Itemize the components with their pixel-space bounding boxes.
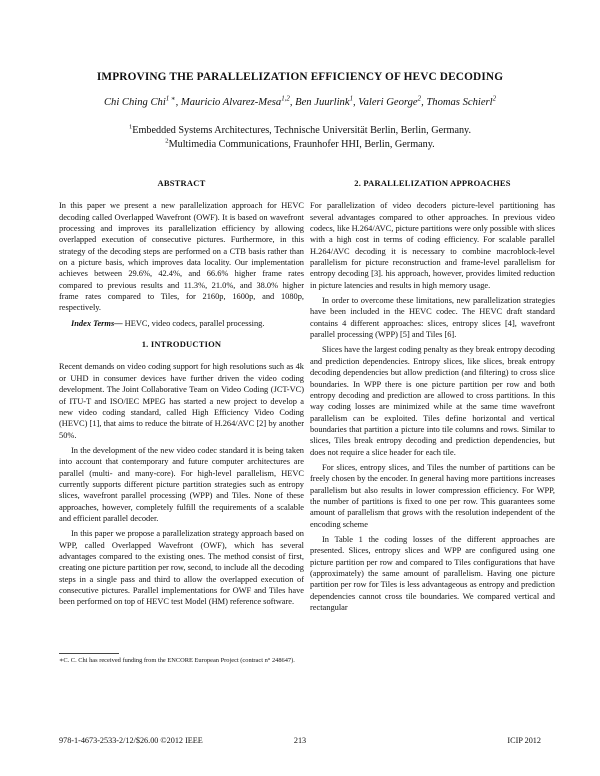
footnote: ∗C. C. Chi has received funding from the ENCORE European Project (contract n° 248647).: [59, 657, 295, 664]
abstract-heading: ABSTRACT: [157, 178, 206, 188]
affiliation-line: [0, 139, 600, 150]
index-terms: [59, 318, 304, 329]
paragraph: For parallelization of video decoders picture-level partitioning has several advantages compared to other approaches. In previous video codecs, like H.264/AVC, picture partitions were only possible with slices with a high cost in terms of coding efficiency. For scalable parallel H.264/AVC decoding it is necessary to combine macroblock-level parallelism for picture reconstruction and frame-level parallelism for entropy decoding [3]. his approach, however, provides limited reduction in picture latencies and results in high memory usage.: [310, 201, 556, 290]
paper-title: IMPROVING THE PARALLELIZATION EFFICIENCY OF HEVC DECODING: [96, 71, 504, 83]
index-terms-label: Index Terms—: [71, 318, 123, 328]
paragraph: For slices, entropy slices, and Tiles the number of partitions can be freely chosen by the encoder. In general having more partitions increases parallelism but also results in lower compression efficiency. For WPP, the number of partitions is fixed to one per row. This guarantees some amount of parallelism that grows with the resolution independent of the encoding scheme: [310, 462, 555, 529]
footnote-divider: [59, 653, 119, 654]
left-column: [59, 178, 304, 612]
section-heading-introduction: 1. INTRODUCTION: [141, 339, 222, 350]
affiliation-mark: 1: [128, 123, 133, 131]
paragraph: In order to overcome these limitations, new parallelization strategies have been included in the HEVC codec. The HEVC draft standard contains 4 different approaches: slices, entropy slices [4], wavefront parallel processing (WPP) [5] and Tiles [6].: [310, 296, 555, 340]
author-name: Chi Ching Chi: [103, 97, 166, 108]
author-affil-mark: 1 ∗: [165, 95, 176, 103]
author-affil-mark: 1: [349, 95, 353, 103]
author-name: Thomas Schierl: [426, 97, 493, 108]
author-name: Mauricio Alvarez-Mesa: [180, 97, 282, 108]
author-list: Chi Ching Chi$^{1 ∗}$, Mauricio Alvarez-Mesa$^{1,2}$, Ben Juurlink$^1$, Valeri George$^2$, Thomas Schierl$^2$: [103, 95, 497, 108]
author-name: Ben Juurlink: [295, 97, 350, 108]
paragraph: In this paper we propose a parallelization strategy approach based on WPP, called Overlapped Wavefront (OWF), which has several advantages compared to the existing ones. The method consist of first, creating one picture partition per row, second, to include all the decoding steps in a single pass and third to allow the overlapped execution of consecutive pictures. Parallel implementations for OWF and Tiles have been performed on top of HEVC test Model (HM) reference software.: [59, 529, 304, 607]
paragraph: In the development of the new video codec standard it is being taken into account that contemporary and future computer architectures are parallel (multi- and many-core). For high-level parallelism, HEVC currently supports different picture partition strategies such as entropy slices, wavefront parallel processing (WPP) and Tiles. None of these approaches, however, completely fulfill the requirements of a scalable and efficient parallel decoder.: [59, 445, 304, 523]
affiliation-line: [0, 125, 600, 136]
affiliation-text: Embedded Systems Architectures, Technische Universität Berlin, Berlin, Germany.: [132, 125, 472, 136]
author-affil-mark: 1,2: [281, 95, 290, 103]
footer-isbn: 978-1-4673-2533-2/12/$26.00 ©2012 IEEE: [59, 736, 203, 745]
author-name: Valeri George: [358, 97, 418, 108]
affiliation-text: Multimedia Communications, Fraunhofer HHI, Berlin, Germany.: [168, 139, 435, 150]
footer-conference: ICIP 2012: [507, 736, 541, 745]
page-number: 213: [293, 736, 307, 745]
section-heading-parallelization: 2. PARALLELIZATION APPROACHES: [354, 178, 511, 188]
abstract-text: In this paper we present a new parallelization approach for HEVC decoding called Overlapped Wavefront (OWF). It is based on wavefront processing and improves its parallelization efficiency by allowing overlapped execution of consecutive pictures. Furthermore, in this strategy of the decoding steps are performed on a CTB basis rather than on a picture basis, which improves data locality. Our implementation achieves between 29.6%, 42.4%, and 66.6% higher frame rates compared to previous results and 11.3%, 21.0%, and 38.0% higher frame rates compared to Tiles, for 2160p, 1600p, and 1080p, respectively.: [59, 201, 304, 313]
paragraph: Slices have the largest coding penalty as they break entropy decoding and prediction dependencies. Entropy slices, like slices, break entropy decoding dependencies but allow prediction (and filtering) to cross slice boundaries. In WPP there is one picture partition per row and both entropy decoding and prediction are allowed to cross partitions. In this way coding losses are minimized while at the same time wavefront parallelism can be exploited. Tiles define horizontal and vertical boundaries that partition a picture into tile columns and rows. Similar to slices, Tiles break entropy decoding and prediction dependencies, but does not require a slice header for each tile.: [310, 345, 555, 457]
author-affil-mark: 2: [492, 95, 497, 103]
paragraph: Recent demands on video coding support for high resolutions such as 4k or UHD in consumer devices have further driven the video coding development. The Joint Collaborative Team on Video Coding (JCT-VC) of ITU-T and ISO/IEC MPEG has started a new project to develop a new video coding standard, called High Efficiency Video Coding (HEVC) [1], that aims to reduce the bitrate of H.264/AVC [2] by another 50%.: [59, 362, 304, 440]
author-affil-mark: 2: [417, 95, 422, 103]
paragraph: In Table 1 the coding losses of the different approaches are presented. Slices, entropy slices and WPP are configured using one picture partition per row and compared to Tiles configurations that have (approximately) the same amount of parallelism. Having one picture partition per row for Tiles is less advantageous as entropy and prediction dependencies cannot cross tile boundaries. We compared vertical and rectangular: [310, 534, 555, 613]
index-terms-text: HEVC, video codecs, parallel processing.: [124, 318, 265, 328]
affiliation-mark: 2: [165, 137, 169, 145]
right-column: [310, 178, 555, 617]
